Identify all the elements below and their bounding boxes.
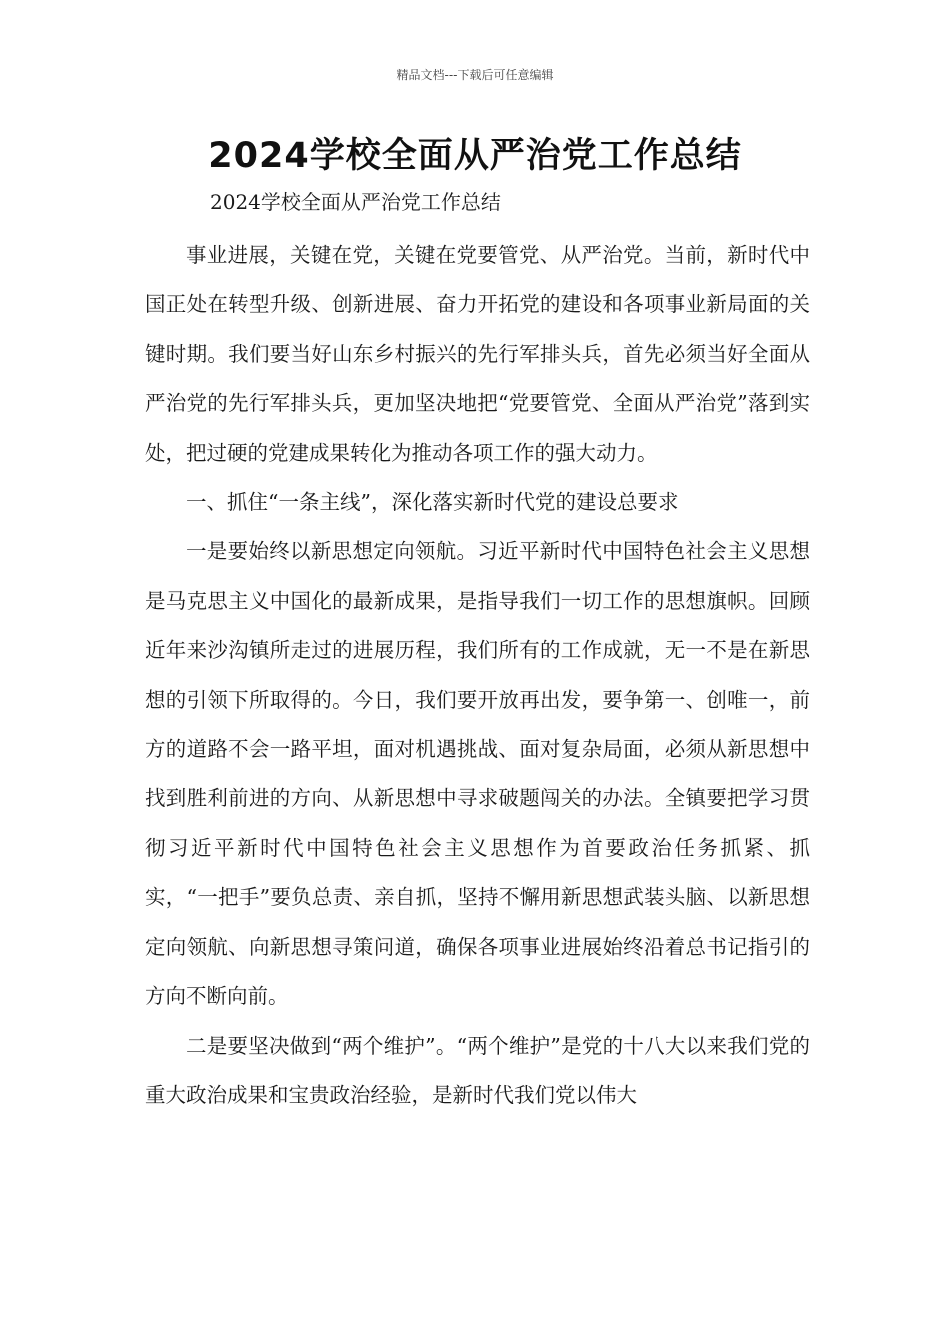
paragraph-point-two: 二是要坚决做到“两个维护”。“两个维护”是党的十八大以来我们党的重大政治成果和宝贵政治经验，是新时代我们党以伟大 [145,1033,810,1107]
document-subtitle: 2024学校全面从严治党工作总结 [210,190,501,214]
paragraph-intro: 事业进展，关键在党，关键在党要管党、从严治党。当前，新时代中国正处在转型升级、创新进展、奋力开拓党的建设和各项事业新局面的关键时期。我们要当好山东乡村振兴的先行军排头兵，首先必须当好全面从严治党的先行军排头兵，更加坚决地把“党要管党、全面从严治党”落到实处，把过硬的党建成果转化为推动各项工作的强大动力。 [145,243,810,465]
document-title: 2024学校全面从严治党工作总结 [208,136,742,176]
document-body [145,231,810,1120]
page-header-note: 精品文档---下载后可任意编辑 [396,68,554,82]
section-heading: 一、抓住“一条主线”，深化落实新时代党的建设总要求 [186,490,679,515]
paragraph-point-one: 一是要始终以新思想定向领航。习近平新时代中国特色社会主义思想是马克思主义中国化的最新成果，是指导我们一切工作的思想旗帜。回顾近年来沙沟镇所走过的进展历程，我们所有的工作成就，无一不是在新思想的引领下所取得的。今日，我们要开放再出发，要争第一、创唯一，前方的道路不会一路平坦，面对机遇挑战、面对复杂局面，必须从新思想中找到胜利前进的方向、从新思想中寻求破题闯关的办法。全镇要把学习贯彻习近平新时代中国特色社会主义思想作为首要政治任务抓紧、抓实，“一把手”要负总责、亲自抓，坚持不懈用新思想武装头脑、以新思想定向领航、向新思想寻策问道，确保各项事业进展始终沿着总书记指引的方向不断向前。 [145,539,810,1009]
